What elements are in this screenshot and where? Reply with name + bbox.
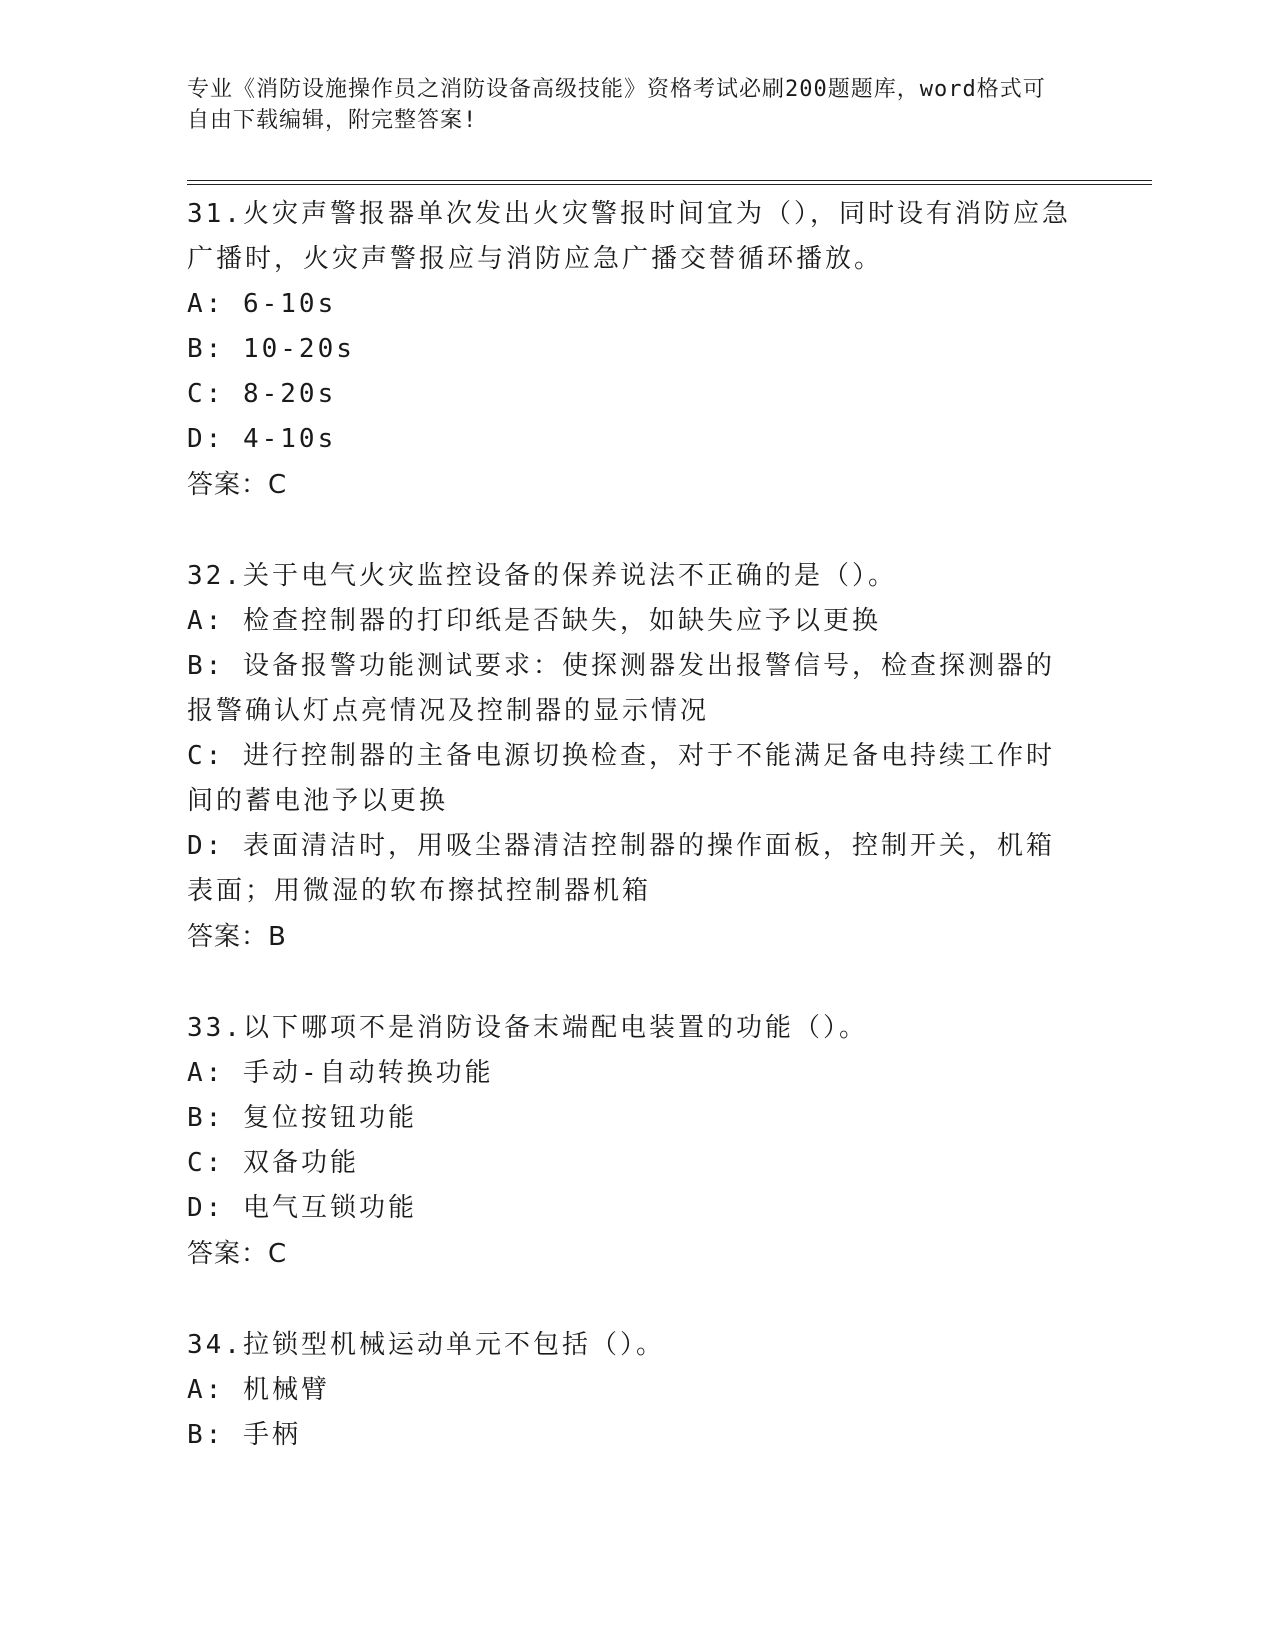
answer: 答案：B xyxy=(187,922,287,952)
option-a: A: 机械臂 xyxy=(187,1375,330,1405)
option-d: D: 表面清洁时，用吸尘器清洁控制器的操作面板，控制开关，机箱表面；用微湿的软布擦拭控制器机箱 xyxy=(187,831,1055,906)
option-b: B: 设备报警功能测试要求：使探测器发出报警信号，检查探测器的报警确认灯点亮情况及控制器的显示情况 xyxy=(187,651,1055,726)
option-c: C: 8-20s xyxy=(187,379,337,409)
header-rule-bottom xyxy=(187,184,1152,185)
option-a: A: 检查控制器的打印纸是否缺失，如缺失应予以更换 xyxy=(187,606,881,636)
option-c: C: 进行控制器的主备电源切换检查，对于不能满足备电持续工作时间的蓄电池予以更换 xyxy=(187,741,1055,816)
question-34 xyxy=(187,1323,1077,1458)
option-d: D: 电气互锁功能 xyxy=(187,1193,417,1223)
option-b: B: 手柄 xyxy=(187,1420,301,1450)
question-spacer xyxy=(187,1277,1077,1323)
option-a: A: 6-10s xyxy=(187,289,337,319)
question-text: 33.以下哪项不是消防设备末端配电装置的功能（）。 xyxy=(187,1013,868,1043)
question-text: 31.火灾声警报器单次发出火灾警报时间宜为（），同时设有消防应急广播时，火灾声警报应与消防应急广播交替循环播放。 xyxy=(187,199,1071,274)
option-c: C: 双备功能 xyxy=(187,1148,359,1178)
answer: 答案：C xyxy=(187,1239,288,1269)
option-b: B: 复位按钮功能 xyxy=(187,1103,417,1133)
question-33 xyxy=(187,1006,1077,1277)
question-spacer xyxy=(187,960,1077,1006)
question-text: 32.关于电气火灾监控设备的保养说法不正确的是（）。 xyxy=(187,561,897,591)
question-spacer xyxy=(187,508,1077,554)
header-rule-top xyxy=(187,180,1152,181)
question-32 xyxy=(187,554,1077,960)
option-d: D: 4-10s xyxy=(187,424,337,454)
answer: 答案：C xyxy=(187,470,288,500)
document-header: 专业《消防设施操作员之消防设备高级技能》资格考试必刷200题题库，word格式可自由下载编辑，附完整答案! xyxy=(187,77,1046,133)
option-b: B: 10-20s xyxy=(187,334,355,364)
option-a: A: 手动-自动转换功能 xyxy=(187,1058,494,1088)
question-text: 34.拉锁型机械运动单元不包括（）。 xyxy=(187,1330,665,1360)
question-list xyxy=(187,192,1077,1458)
question-31 xyxy=(187,192,1077,508)
